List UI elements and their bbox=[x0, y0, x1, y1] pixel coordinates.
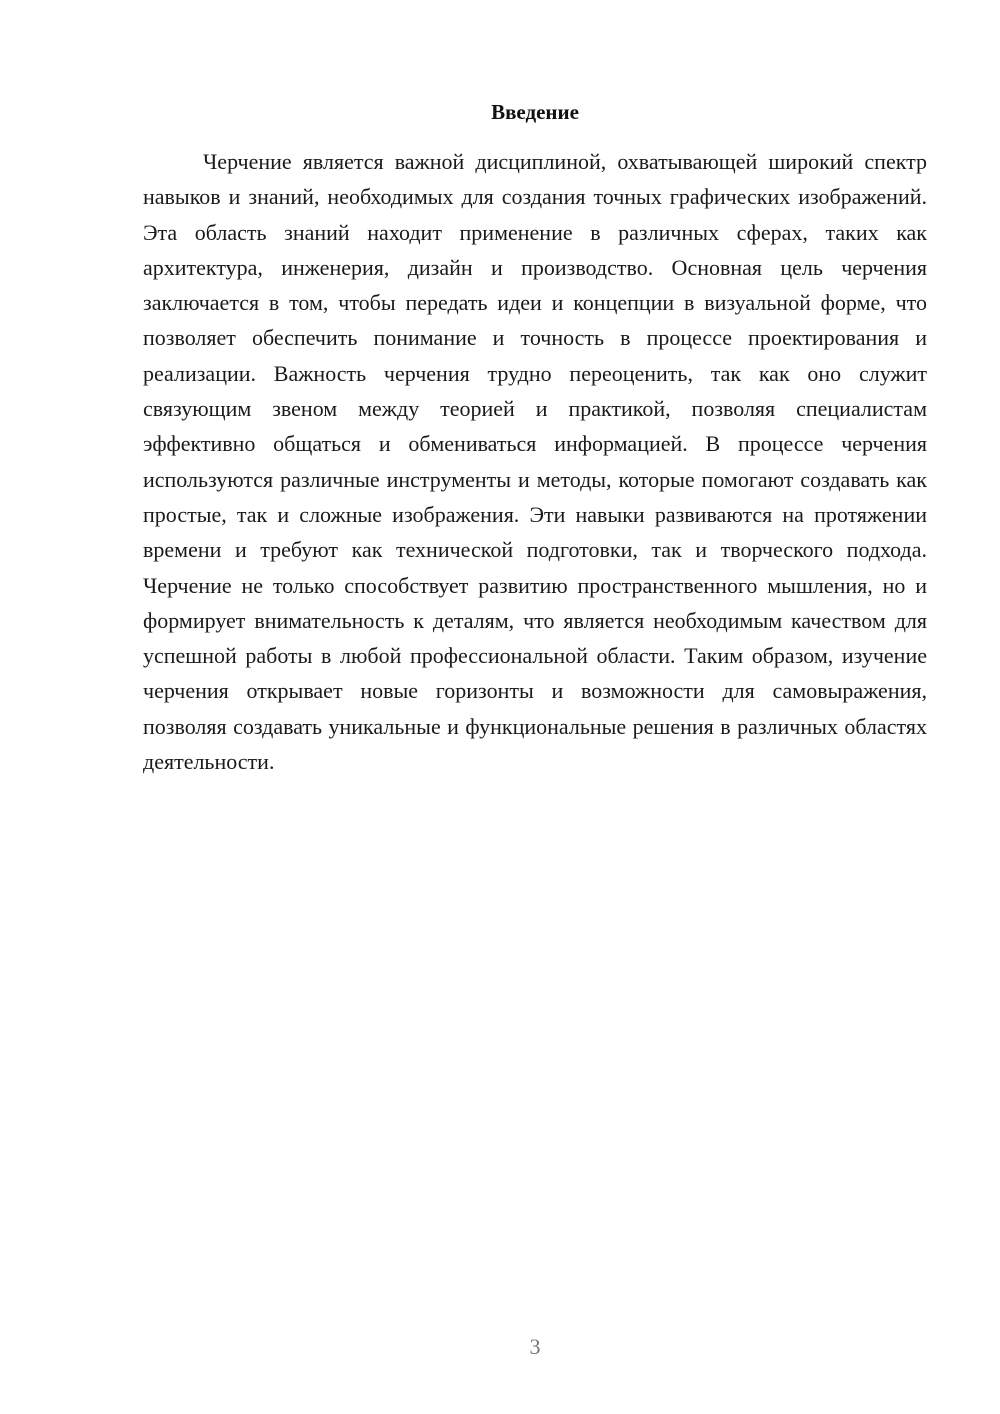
body-paragraph: Черчение является важной дисциплиной, охватывающей широкий спектр навыков и знаний, необходимых для создания точных графических изображений. Эта область знаний находит применение в различных сферах, таких как архитектура, инженерия, дизайн и производство. Основная цель черчения заключается в том, чтобы передать идеи и концепции в визуальной форме, что позволяет обеспечить понимание и точность в процессе проектирования и реализации. Важность черчения трудно переоценить, так как оно служит связующим звеном между теорией и практикой, позволяя специалистам эффективно общаться и обмениваться информацией. В процессе черчения используются различные инструменты и методы, которые помогают создавать как простые, так и сложные изображения. Эти навыки развиваются на протяжении времени и требуют как технической подготовки, так и творческого подхода. Черчение не только способствует развитию пространственного мышления, но и формирует внимательность к деталям, что является необходимым качеством для успешной работы в любой профессиональной области. Таким образом, изучение черчения открывает новые горизонты и возможности для самовыражения, позволяя создавать уникальные и функциональные решения в различных областях деятельности. bbox=[143, 149, 927, 775]
section-heading: Введение bbox=[491, 100, 579, 124]
page-number: 3 bbox=[529, 1334, 541, 1359]
